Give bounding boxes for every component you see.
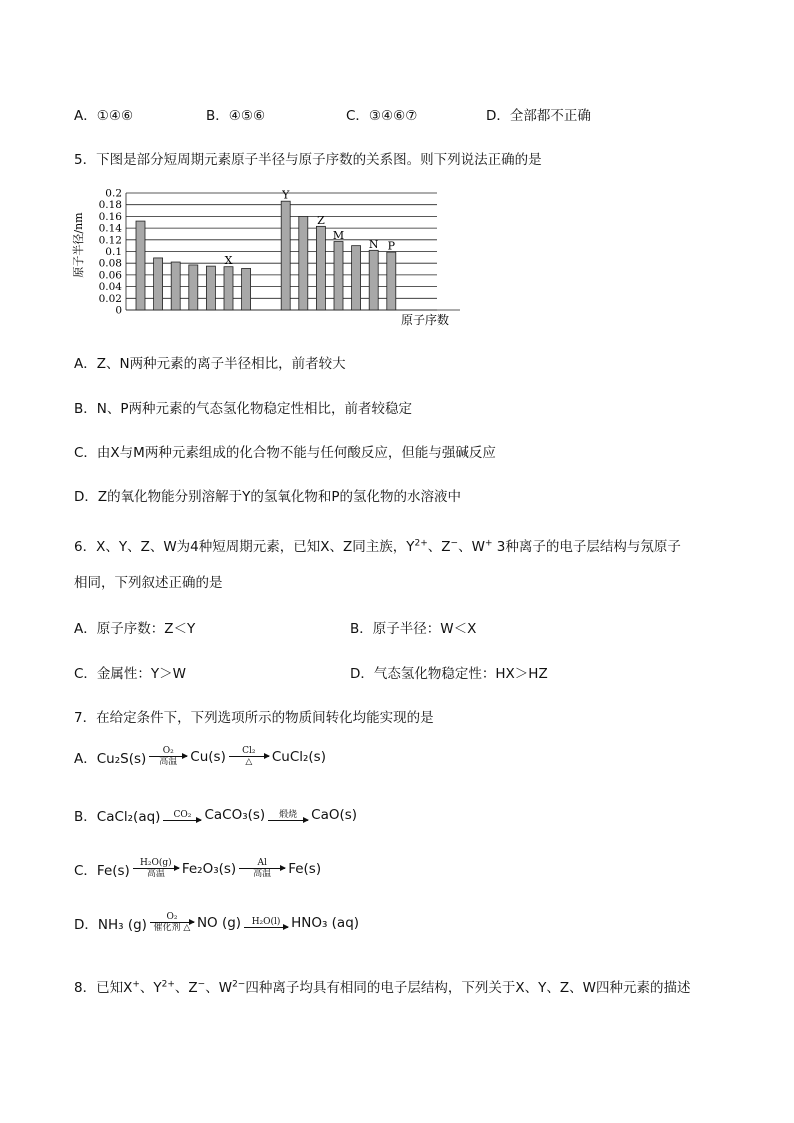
- bar-label: X: [224, 254, 233, 268]
- y-tick-label: 0: [115, 304, 122, 317]
- q4-option-c: C．③④⑥⑦: [346, 108, 418, 124]
- q6-option-a: A．原子序数：Z＜Y: [74, 621, 196, 637]
- q4-option-a: A．①④⑥: [74, 108, 134, 124]
- q6-option-b: B．原子半径：W＜X: [350, 621, 477, 637]
- atomic-radius-chart: [70, 183, 470, 331]
- q7-option-d: D．NH₃ (g) O₂ 催化剂 △ NO (g) H₂O(l) HNO₃ (aq): [74, 912, 360, 933]
- bar: [242, 268, 251, 310]
- q6-stem: 6．X、Y、Z、W为4种短周期元素，已知X、Z同主族，$Y^{2+}$、Z−、W+ 3种离子的电子层结构与氖原子: [74, 538, 681, 555]
- y-tick-label: 0.2: [105, 187, 122, 200]
- q8-stem: 8．已知X+、$Y^{2+}$、Z−、$W^{2-}$四种离子均具有相同的电子层结构，下列关于X、Y、Z、W四种元素的描述: [74, 979, 691, 996]
- bar: [387, 252, 396, 310]
- y-tick-label: 0.14: [98, 222, 122, 235]
- bar: [299, 216, 308, 310]
- q5-option-a: A．Z、N两种元素的离子半径相比，前者较大: [74, 356, 346, 372]
- q7-stem: 7．在给定条件下，下列选项所示的物质间转化均能实现的是: [74, 710, 434, 726]
- q4-option-b: B．④⑤⑥: [206, 108, 266, 124]
- bar-label: M: [332, 229, 345, 243]
- bar: [224, 267, 233, 310]
- bar: [316, 226, 325, 310]
- y-tick-label: 0.1: [105, 246, 122, 258]
- chart-y-ticks: [99, 188, 123, 317]
- q7-option-b: B．CaCl₂(aq) CO₂ CaCO₃(s) 煅烧 CaO(s): [74, 807, 358, 825]
- q6-option-c: C．金属性：Y＞W: [74, 666, 187, 682]
- q7-option-a: A．Cu₂S(s) O₂ 高温 Cu(s) Cl₂ △ CuCl₂(s): [74, 746, 326, 767]
- q5-stem: 5．下图是部分短周期元素原子半径与原子序数的关系图。则下列说法正确的是: [74, 152, 542, 168]
- y-tick-label: 0.08: [98, 257, 122, 270]
- bar-label: P: [387, 239, 396, 253]
- bar: [281, 201, 290, 310]
- q4-option-d: D．全部都不正确: [486, 108, 591, 124]
- y-tick-label: 0.02: [98, 292, 122, 305]
- bar: [154, 258, 163, 310]
- q6-option-d: D．气态氢化物稳定性：HX＞HZ: [350, 666, 548, 682]
- bar: [352, 246, 361, 310]
- q7-option-c: C．Fe(s) H₂O(g) 高温 Fe₂O₃(s) Al 高温 Fe(s): [74, 858, 322, 879]
- chart-bars: [136, 201, 396, 310]
- bar: [189, 265, 198, 310]
- bar: [334, 242, 343, 310]
- q6-stem-line2: 相同，下列叙述正确的是: [74, 575, 223, 591]
- bar-label: N: [368, 237, 379, 251]
- y-tick-label: 0.18: [98, 199, 122, 212]
- chart-y-label: 原子半径/nm: [72, 212, 85, 278]
- y-tick-label: 0.16: [98, 210, 122, 223]
- y-tick-label: 0.12: [98, 234, 122, 247]
- y-tick-label: 0.06: [98, 269, 122, 282]
- q5-option-c: C．由X与M两种元素组成的化合物不能与任何酸反应，但能与强碱反应: [74, 445, 496, 461]
- bar-label: Z: [317, 213, 325, 227]
- bar: [206, 266, 215, 310]
- bar: [171, 262, 180, 310]
- bar-label: Y: [282, 188, 290, 202]
- chart-x-label: 原子序数: [400, 313, 450, 327]
- y-tick-label: 0.04: [98, 281, 122, 294]
- bar: [136, 221, 145, 310]
- bar: [369, 250, 378, 310]
- q5-option-b: B．N、P两种元素的气态氢化物稳定性相比，前者较稳定: [74, 401, 413, 417]
- q5-option-d: D．Z的氧化物能分别溶解于Y的氢氧化物和P的氢化物的水溶液中: [74, 489, 462, 505]
